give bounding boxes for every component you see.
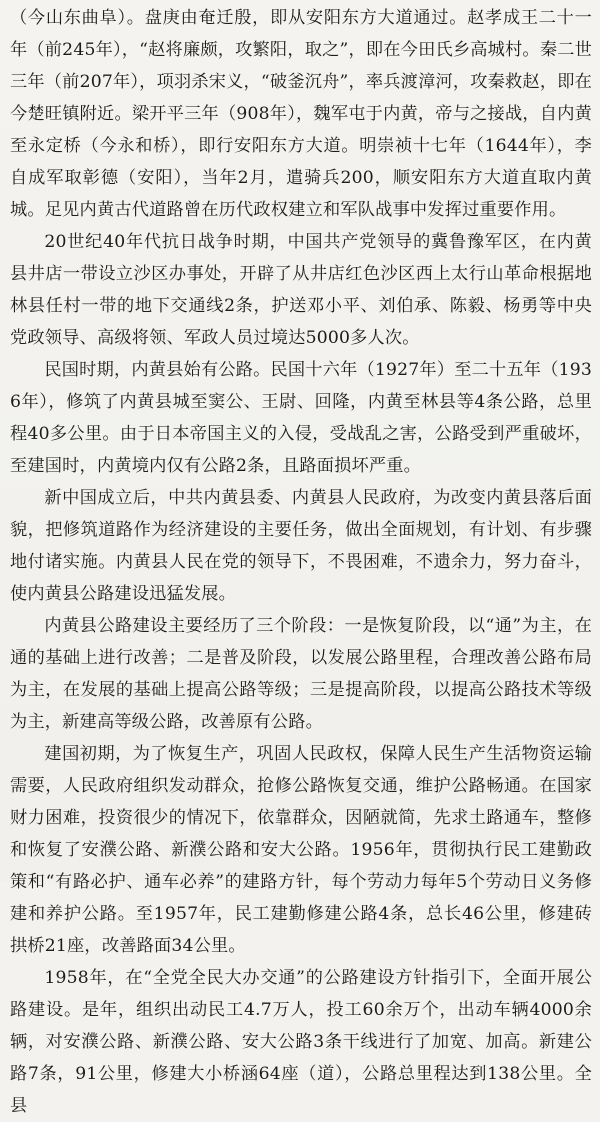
paragraph-7: 1958年，在“全党全民大办交通”的公路建设方针指引下，全面开展公路建设。是年，组织出动民工4.7万人，投工60余万个，出动车辆4000余辆，对安濮公路、新濮公路、安大公路3条干线进行了加宽、加高。新建公路7条，91公里，修建大小桥涵64座（道），公路总里程达到138公里。全县 (10, 968, 592, 1116)
paragraph-2: 20世纪40年代抗日战争时期，中国共产党领导的冀鲁豫军区，在内黄县井店一带设立沙区办事处，开辟了从井店红色沙区西上太行山革命根据地林县任村一带的地下交通线2条，护送邓小平、刘伯承、陈毅、杨勇等中央党政领导、高级将领、军政人员过境达5000多人次。 (10, 232, 592, 348)
paragraph-6: 建国初期，为了恢复生产，巩固人民政权，保障人民生产生活物资运输需要，人民政府组织发动群众，抢修公路恢复交通，维护公路畅通。在国家财力困难，投资很少的情况下，依靠群众，因陋就简，先求土路通车，整修和恢复了安濮公路、新濮公路和安大公路。1956年，贯彻执行民工建勤政策和“有路必护、通车必养”的建路方针，每个劳动力每年5个劳动日义务修建和养护公路。至1957年，民工建勤修建公路4条，总长46公里，修建砖拱桥21座，改善路面34公里。 (10, 744, 592, 956)
paragraph-5: 内黄县公路建设主要经历了三个阶段：一是恢复阶段，以“通”为主，在通的基础上进行改善；二是普及阶段，以发展公路里程，合理改善公路布局为主，在发展的基础上提高公路等级；三是提高阶段，以提高公路技术等级为主，新建高等级公路，改善原有公路。 (10, 616, 592, 732)
paragraph-3: 民国时期，内黄县始有公路。民国十六年（1927年）至二十五年（1936年），修筑了内黄县城至窦公、王尉、回隆，内黄至林县等4条公路，总里程40多公里。由于日本帝国主义的入侵，受战乱之害，公路受到严重破坏，至建国时，内黄境内仅有公路2条，且路面损坏严重。 (10, 360, 592, 476)
paragraph-1: （今山东曲阜）。盘庚由奄迁殷，即从安阳东方大道通过。赵孝成王二十一年（前245年），“赵将廉颇，攻繁阳，取之”，即在今田氏乡高城村。秦二世三年（前207年），项羽杀宋义，“破釜沉舟”，率兵渡漳河，攻秦救赵，即在今楚旺镇附近。梁开平三年（908年），魏军屯于内黄，帝与之接战，自内黄至永定桥（今永和桥），即行安阳东方大道。明崇祯十七年（1644年），李自成军取彰德（安阳），当年2月，遣骑兵200，顺安阳东方大道直取内黄城。足见内黄古代道路曾在历代政权建立和军队战事中发挥过重要作用。 (10, 8, 592, 220)
paragraph-4: 新中国成立后，中共内黄县委、内黄县人民政府，为改变内黄县落后面貌，把修筑道路作为经济建设的主要任务，做出全面规划，有计划、有步骤地付诸实施。内黄县人民在党的领导下，不畏困难，不遗余力，努力奋斗，使内黄县公路建设迅猛发展。 (10, 488, 592, 604)
